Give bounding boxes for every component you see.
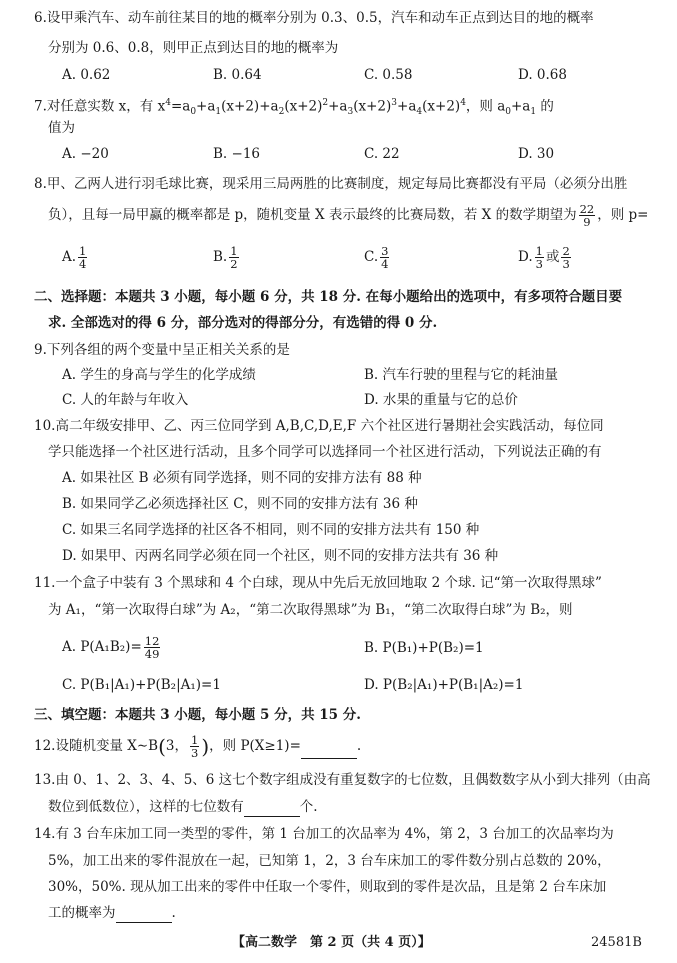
q8-expectation-fraction: $\frac{22}{9}$ bbox=[579, 202, 595, 229]
q11-option-c: C. P(B₁|A₁)+P(B₂|A₁)=1 bbox=[62, 677, 221, 693]
q9-option-b: B. 汽车行驶的里程与它的耗油量 bbox=[364, 367, 559, 383]
q10-line1: 10.高二年级安排甲、乙、丙三位同学到 A,B,C,D,E,F 六个社区进行暑期社会实践活动，每位同 bbox=[34, 418, 604, 434]
q8-option-a: A. $\frac{1}{4}$ bbox=[62, 244, 87, 271]
q14-line1: 14.有 3 台车床加工同一类型的零件，第 1 台加工的次品率为 4%，第 2，3 台加工的次品率均为 bbox=[34, 826, 614, 842]
section2-heading-line1: 二、选择题：本题共 3 小题，每小题 6 分，共 18 分. 在每小题给出的选项中，有多项符合题目要 bbox=[34, 289, 623, 305]
q13-line2: 数位到低数位），这样的七位数有 个. bbox=[48, 799, 318, 815]
q6-option-c: C. 0.58 bbox=[364, 67, 413, 83]
footer-paper-code: 24581B bbox=[591, 935, 642, 950]
q11-line2: 为 A₁，“第一次取得白球”为 A₂，“第二次取得黑球”为 B₁，“第二次取得白球”为 B₂，则 bbox=[48, 602, 573, 618]
q6-line2: 分别为 0.6、0.8，则甲正点到达目的地的概率为 bbox=[48, 40, 339, 56]
q14-line4: 工的概率为 . bbox=[48, 905, 176, 921]
q7-option-c: C. 22 bbox=[364, 146, 400, 162]
q7-option-b: B. −16 bbox=[213, 146, 260, 162]
q8-option-b: B. $\frac{1}{2}$ bbox=[213, 244, 238, 271]
q9-option-a: A. 学生的身高与学生的化学成绩 bbox=[62, 367, 256, 383]
q14-line2: 5%，加工出来的零件混放在一起，已知第 1，2，3 台车床加工的零件数分别占总数的 20%， bbox=[48, 853, 611, 869]
q10-line2: 学只能选择一个社区进行活动，且多个同学可以选择同一个社区进行活动，下列说法正确的有 bbox=[48, 444, 602, 460]
q9-option-c: C. 人的年龄与年收入 bbox=[62, 392, 189, 408]
q10-option-b: B. 如果同学乙必须选择社区 C，则不同的安排方法有 36 种 bbox=[62, 496, 418, 512]
q11-option-b: B. P(B₁)+P(B₂)=1 bbox=[364, 640, 484, 656]
q7-line1: 7.对任意实数 x，有 $x^4=a_0+a_1(x+2)+a_2(x+2)^2+a_3(x+2)^3+a_4(x+2)^4$，则 $a_0+a_1$ 的 bbox=[34, 98, 554, 118]
q7-option-a: A. −20 bbox=[62, 146, 109, 162]
q6-option-b: B. 0.64 bbox=[213, 67, 262, 83]
q8-option-c: C. $\frac{3}{4}$ bbox=[364, 244, 389, 271]
q7-line2: 值为 bbox=[48, 120, 75, 136]
q6-line1: 6.设甲乘汽车、动车前往某目的地的概率分别为 0.3、0.5，汽车和动车正点到达目的地的概率 bbox=[34, 10, 594, 26]
q11-option-a: A. P(A₁B₂)= $\frac{12}{49}$ bbox=[62, 634, 160, 661]
q9-stem: 9.下列各组的两个变量中呈正相关关系的是 bbox=[34, 342, 290, 358]
q10-option-d: D. 如果甲、丙两名同学必须在同一个社区，则不同的安排方法共有 36 种 bbox=[62, 548, 499, 564]
q6-option-a: A. 0.62 bbox=[62, 67, 111, 83]
q8-line1: 8.甲、乙两人进行羽毛球比赛，现采用三局两胜的比赛制度，规定每局比赛都没有平局（必须分出胜 bbox=[34, 176, 628, 192]
q13-answer-blank[interactable] bbox=[244, 802, 300, 817]
q6-option-d: D. 0.68 bbox=[518, 67, 567, 83]
q12-line: 12.设随机变量 X∼B(3， $\frac{1}{3}$ )，则 P(X≥1)= . bbox=[34, 733, 362, 760]
q12-answer-blank[interactable] bbox=[301, 744, 357, 759]
q14-answer-blank[interactable] bbox=[116, 908, 172, 923]
q14-line3: 30%，50%. 现从加工出来的零件中任取一个零件，则取到的零件是次品，且是第 2 台车床加 bbox=[48, 879, 607, 895]
q11-option-d: D. P(B₂|A₁)+P(B₁|A₂)=1 bbox=[364, 677, 524, 693]
section3-heading: 三、填空题：本题共 3 小题，每小题 5 分，共 15 分. bbox=[34, 707, 361, 723]
q9-option-d: D. 水果的重量与它的总价 bbox=[364, 392, 518, 408]
q8-line2: 负），且每一局甲赢的概率都是 p，随机变量 X 表示最终的比赛局数，若 X 的数学期望为 $\frac{22}{9}$ ，则 p= bbox=[48, 202, 649, 229]
q11-line1: 11.一个盒子中装有 3 个黑球和 4 个白球，现从中先后无放回地取 2 个球. 记“第一次取得黑球” bbox=[34, 575, 602, 591]
q10-option-a: A. 如果社区 B 必须有同学选择，则不同的安排方法有 88 种 bbox=[62, 470, 422, 486]
footer-page-info: 【高二数学 第 2 页（共 4 页）】 bbox=[232, 935, 431, 950]
q7-option-d: D. 30 bbox=[518, 146, 555, 162]
q10-option-c: C. 如果三名同学选择的社区各不相同，则不同的安排方法共有 150 种 bbox=[62, 522, 480, 538]
q13-line1: 13.由 0、1、2、3、4、5、6 这七个数字组成没有重复数字的七位数，且偶数数字从小到大排列（由高 bbox=[34, 772, 651, 788]
section2-heading-line2: 求. 全部选对的得 6 分，部分选对的得部分分，有选错的得 0 分. bbox=[48, 315, 438, 331]
q8-option-d: D. $\frac{1}{3}$ 或 $\frac{2}{3}$ bbox=[518, 244, 570, 271]
